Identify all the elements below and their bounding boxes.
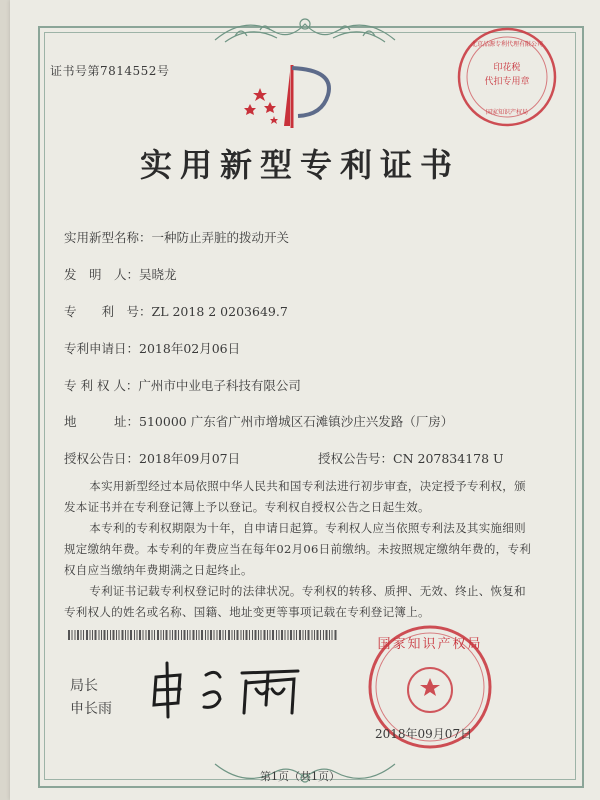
director-title: 局长: [70, 677, 98, 693]
body-paragraph: 专利证书记载专利权登记时的法律状况。专利权的转移、质押、无效、终止、恢复和专利权人的姓名或名称、国籍、地址变更等事项记载在专利登记簿上。: [64, 584, 526, 619]
field-value: 吴晓龙: [139, 267, 177, 282]
agency-stamp-line: 代扣专用章: [484, 77, 530, 87]
field-utility-model-name: [64, 228, 289, 246]
page-number: 第1页（共1页）: [260, 770, 340, 783]
field-value: CN 207834178 U: [393, 451, 504, 466]
field-address: [64, 412, 453, 430]
issue-date: 2018年09月07日: [375, 727, 473, 741]
field-application-date: [64, 339, 240, 357]
certificate-body-text: [64, 476, 536, 623]
agency-stamp-line: 国家知识产权局: [485, 109, 529, 116]
field-label: 专利申请日：: [64, 341, 140, 356]
field-value: 广州市中业电子科技有限公司: [138, 378, 301, 393]
field-label: 实用新型名称：: [64, 230, 152, 245]
field-label: 发 明 人：: [64, 267, 140, 282]
field-inventor: [64, 265, 177, 283]
field-label: 地 址：: [64, 414, 140, 429]
seal-text: 国家知识产权局: [377, 637, 483, 652]
director-name: 申长雨: [70, 700, 112, 716]
agency-stamp-line: 印花税: [493, 63, 521, 73]
field-value: 一种防止弄脏的拨动开关: [151, 230, 290, 245]
field-patent-number: [64, 302, 288, 320]
field-label: 专 利 权 人：: [64, 378, 139, 393]
field-value: 2018年02月06日: [139, 341, 241, 356]
director-signature-icon: [148, 655, 308, 725]
field-value: 510000 广东省广州市增城区石滩镇沙庄兴发路（厂房）: [139, 414, 454, 429]
field-label: 授权公告日：: [64, 451, 140, 466]
field-grant-date: [64, 449, 240, 467]
barcode-icon: [68, 630, 338, 640]
cnipa-logo-icon: [240, 60, 350, 135]
field-value: 2018年09月07日: [139, 451, 241, 466]
field-label: 授权公告号：: [318, 451, 394, 466]
body-paragraph: 本实用新型经过本局依照中华人民共和国专利法进行初步审查，决定授予专利权，颁发本证书并在专利登记簿上予以登记。专利权自授权公告之日起生效。: [64, 479, 526, 514]
certificate-number: 证书号第7814552号: [50, 64, 170, 78]
top-ornament: [205, 10, 405, 46]
field-value: ZL 2018 2 0203649.7: [151, 304, 288, 319]
agency-stamp-line: 北京品源专利代理有限公司: [470, 41, 544, 48]
certificate-title: 实用新型专利证书: [139, 146, 460, 184]
agency-tax-stamp-icon: [452, 22, 562, 132]
field-publication-number: [318, 449, 504, 467]
field-patentee: [64, 376, 301, 394]
body-paragraph: 本专利的专利权期限为十年，自申请日起算。专利权人应当依照专利法及其实施细则规定缴纳年费。本专利的年费应当在每年02月06日前缴纳。未按照规定缴纳年费的，专利权自应当缴纳年费期满之日起终止。: [64, 521, 532, 577]
field-label: 专 利 号：: [64, 304, 152, 319]
